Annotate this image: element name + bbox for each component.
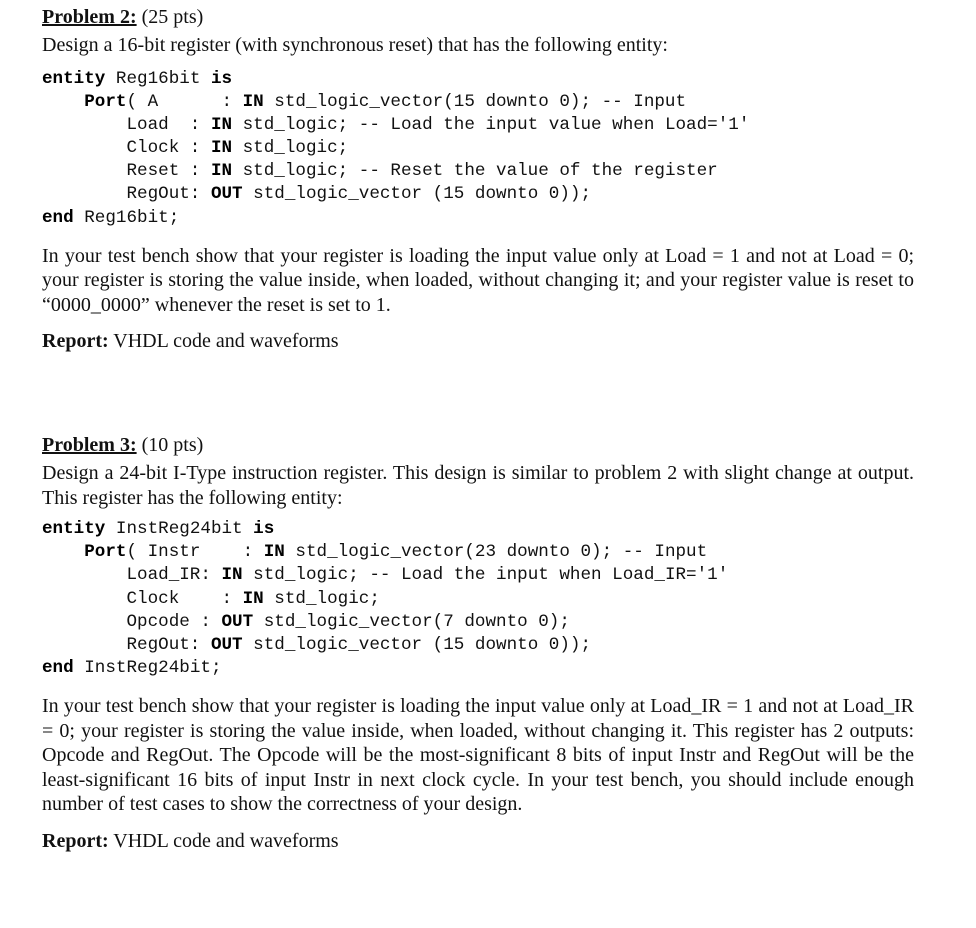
code-keyword: IN [242, 91, 264, 112]
code-text: std_logic; [263, 588, 380, 609]
code-text: ( A : [126, 91, 243, 112]
problem-2-report [42, 329, 922, 353]
code-text: InstReg24bit; [73, 658, 222, 679]
problem-3-entity-code [42, 518, 922, 680]
code-keyword: entity [42, 68, 106, 89]
code-line [42, 137, 922, 160]
code-line [42, 634, 922, 657]
problem-2-entity-code [42, 68, 922, 230]
code-text: std_logic_vector(15 downto 0); -- Input [263, 91, 687, 112]
problem-3-points: (10 pts) [136, 434, 204, 456]
problem-2-section [42, 4, 922, 353]
code-line [42, 91, 922, 114]
problem-3-intro: Design a 24-bit I-Type instruction register. This design is similar to problem 2 with slight change at output. This register has the following entity: [42, 462, 914, 509]
code-text: std_logic; [232, 138, 349, 159]
code-keyword: OUT [210, 634, 243, 655]
code-line [42, 611, 922, 634]
code-keyword: IN [242, 588, 264, 609]
code-text: Opcode : [42, 611, 222, 632]
code-line [42, 588, 922, 611]
code-text: RegOut: [42, 184, 211, 205]
code-text: ( Instr : [126, 542, 264, 563]
code-text: std_logic; -- Load the input value when Load='1' [232, 114, 750, 135]
code-text: Clock : [42, 138, 211, 159]
problem-2-intro: Design a 16-bit register (with synchronous reset) that has the following entity: [42, 34, 668, 56]
code-keyword: IN [210, 161, 233, 182]
code-line [42, 183, 922, 206]
problem-2-heading [42, 4, 922, 30]
code-line [42, 564, 922, 587]
code-keyword: IN [210, 114, 233, 135]
problem-3-heading [42, 432, 922, 458]
problem-2-title: Problem 2: [42, 6, 137, 28]
problem-3-report-label: Report: [42, 829, 109, 852]
code-line [42, 657, 922, 680]
code-text: std_logic; -- Reset the value of the register [232, 161, 718, 182]
problem-3-report-text: VHDL code and waveforms [108, 829, 339, 852]
code-text: Load : [42, 114, 211, 135]
code-line [42, 114, 922, 137]
code-line [42, 541, 922, 564]
code-keyword: is [253, 519, 275, 539]
problem-3-section [42, 432, 922, 853]
code-line [42, 68, 922, 91]
code-text: Clock : [42, 588, 243, 609]
code-keyword: Port [84, 91, 127, 112]
problem-2-report-text: VHDL code and waveforms [108, 330, 339, 353]
problem-2-points: (25 pts) [136, 6, 204, 28]
code-keyword: OUT [210, 184, 243, 205]
code-text: Reset : [42, 161, 211, 182]
code-keyword: Port [84, 542, 127, 563]
code-keyword: is [210, 68, 233, 89]
problem-3-report [42, 829, 922, 853]
code-line [42, 518, 922, 541]
problem-2-report-label: Report: [42, 330, 109, 353]
code-keyword: IN [221, 565, 243, 586]
code-text: std_logic_vector(23 downto 0); -- Input [284, 542, 708, 563]
code-text [42, 92, 84, 112]
code-keyword: IN [263, 542, 285, 563]
problem-3-description: In your test bench show that your register is loading the input value only at Load_IR = 1 and not at Load_IR = 0; your register is storing the value inside, when loaded, without changing it. This register has 2 outputs: Opcode and RegOut. The Opcode will be the most-significant 8 bits of input Instr and RegOut will be the least-significant 16 bits of input Instr in next clock cycle. In your test bench, you should include enough number of test cases to show the correctness of your design. [42, 695, 914, 816]
problem-2-description: In your test bench show that your register is loading the input value only at Load = 1 and not at Load = 0; your register is storing the value inside, when loaded, without changing it; and your register value is reset to “0000_0000” whenever the reset is set to 1. [42, 244, 914, 316]
code-keyword: end [42, 658, 74, 679]
code-keyword: end [42, 207, 74, 228]
code-text: std_logic; -- Load the input when Load_IR='1' [242, 565, 729, 586]
code-text: Reg16bit [105, 68, 211, 89]
code-text [42, 542, 84, 562]
code-text: Load_IR: [42, 565, 222, 586]
code-text: InstReg24bit [105, 519, 254, 539]
code-text: std_logic_vector(7 downto 0); [253, 611, 570, 632]
problem-3-title: Problem 3: [42, 434, 137, 456]
code-keyword: IN [210, 138, 233, 159]
code-keyword: OUT [221, 611, 254, 632]
code-text: RegOut: [42, 634, 211, 655]
code-text: std_logic_vector (15 downto 0)); [242, 184, 592, 205]
code-line [42, 160, 922, 183]
code-text: std_logic_vector (15 downto 0)); [242, 634, 592, 655]
code-keyword: entity [42, 519, 106, 539]
code-text: Reg16bit; [73, 207, 180, 228]
code-line [42, 207, 922, 230]
